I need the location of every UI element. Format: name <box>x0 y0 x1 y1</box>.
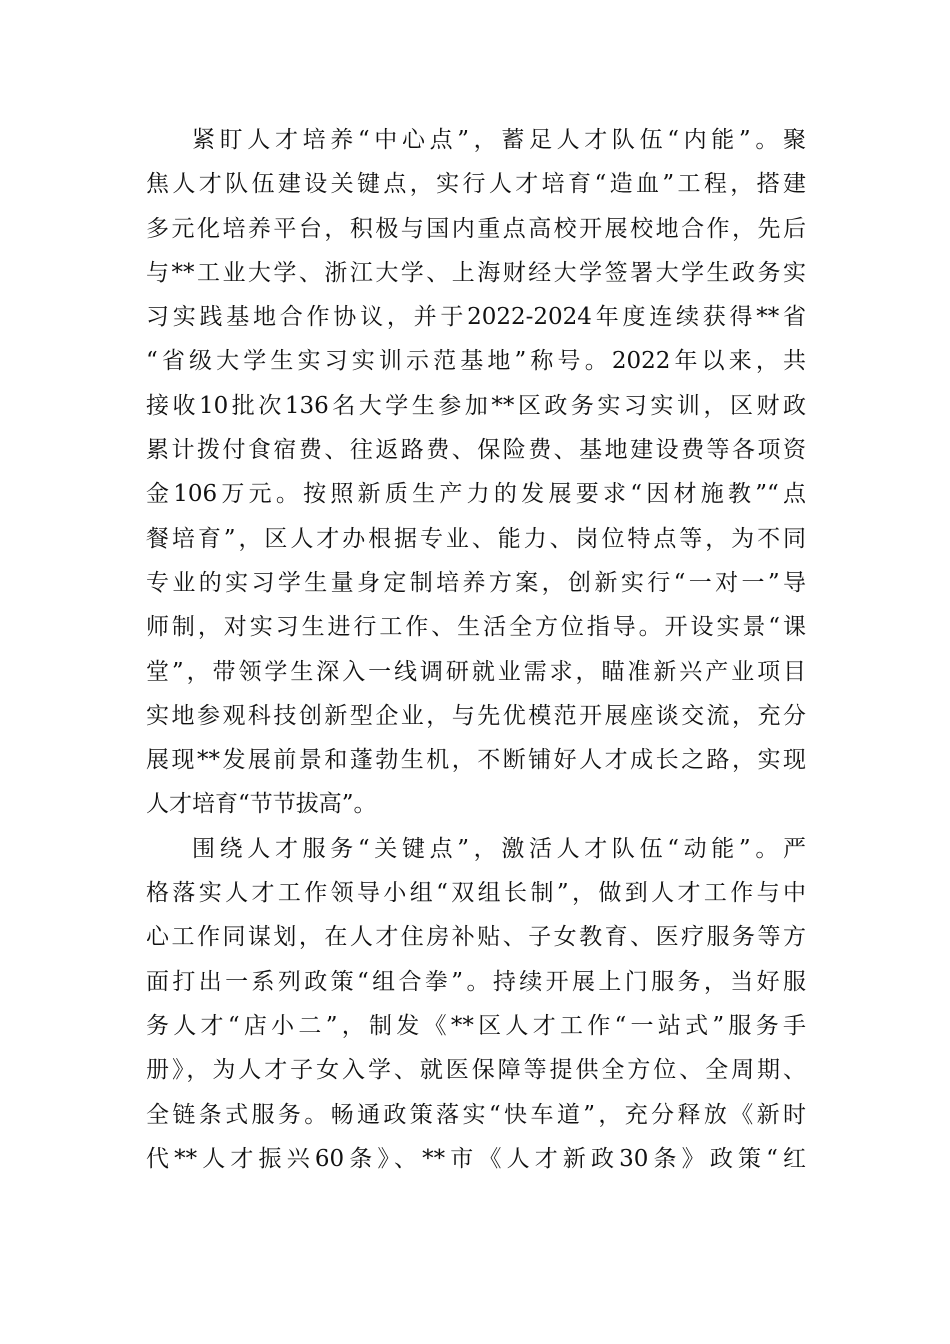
text-line: 人才培育“节节拔高”。 <box>146 791 377 818</box>
text-line: 餐培育”，区人才办根据专业、能力、岗位特点等，为不同 <box>146 525 806 552</box>
text-line: 务人才“店小二”，制发《**区人才工作“一站式”服务手 <box>146 1012 806 1039</box>
text-line: 全链条式服务。畅通政策落实“快车道”，充分释放《新时 <box>146 1101 806 1128</box>
text-line: 格落实人才工作领导小组“双组长制”，做到人才工作与中 <box>146 880 806 907</box>
text-line: 册》，为人才子女入学、就医保障等提供全方位、全周期、 <box>146 1057 806 1084</box>
text-line: 与**工业大学、浙江大学、上海财经大学签署大学生政务实 <box>146 259 806 286</box>
text-line: 展现**发展前景和蓬勃生机，不断铺好人才成长之路，实现 <box>146 747 806 774</box>
text-line: “省级大学生实习实训示范基地”称号。2022年以来，共 <box>146 348 806 375</box>
text-line: 金106万元。按照新质生产力的发展要求“因材施教”“点 <box>146 481 806 508</box>
text-line: 焦人才队伍建设关键点，实行人才培育“造血”工程，搭建 <box>146 171 806 198</box>
text-line: 面打出一系列政策“组合拳”。持续开展上门服务，当好服 <box>146 968 806 995</box>
text-line: 堂”，带领学生深入一线调研就业需求，瞄准新兴产业项目 <box>146 658 806 685</box>
text-line: 实地参观科技创新型企业，与先优模范开展座谈交流，充分 <box>146 702 806 729</box>
text-line: 专业的实习学生量身定制培养方案，创新实行“一对一”导 <box>146 569 806 596</box>
text-line: 紧盯人才培养“中心点”，蓄足人才队伍“内能”。聚 <box>192 127 806 153</box>
text-line: 围绕人才服务“关键点”，激活人才队伍“动能”。严 <box>192 835 806 862</box>
document-body <box>146 118 806 1181</box>
paragraph-talent-training <box>146 118 806 827</box>
text-line: 习实践基地合作协议，并于2022-2024年度连续获得**省 <box>146 304 806 331</box>
text-line: 多元化培养平台，积极与国内重点高校开展校地合作，先后 <box>146 215 806 242</box>
text-line: 接收10批次136名大学生参加**区政务实习实训，区财政 <box>146 392 806 419</box>
text-line: 心工作同谋划，在人才住房补贴、子女教育、医疗服务等方 <box>146 924 806 951</box>
paragraph-talent-service <box>146 827 806 1181</box>
text-line: 累计拨付食宿费、往返路费、保险费、基地建设费等各项资 <box>146 437 806 464</box>
text-line: 代**人才振兴60条》、**市《人才新政30条》政策“红 <box>146 1145 806 1172</box>
text-line: 师制，对实习生进行工作、生活全方位指导。开设实景“课 <box>146 614 806 641</box>
